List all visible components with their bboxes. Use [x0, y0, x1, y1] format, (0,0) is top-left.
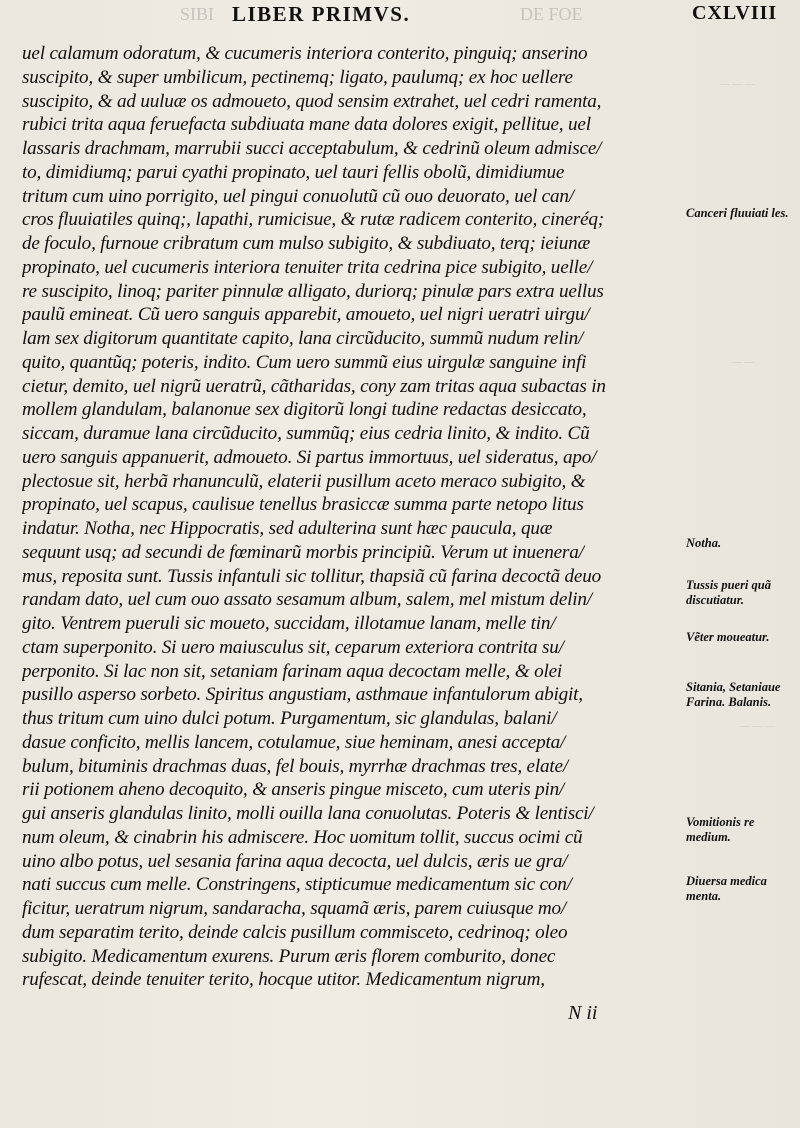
- text-line: re suscipito, linoq; pariter pinnulæ alligato, duriorq; pinulæ pars extra uellus: [22, 280, 604, 302]
- margin-note-vomitionis: Vomitionis re medium.: [686, 815, 755, 844]
- text-line: nati succus cum melle. Constringens, stipticumue medicamentum sic con/: [22, 874, 572, 896]
- bleed-through-text: SIBI: [180, 4, 215, 24]
- bleed-through-text: DE FOE: [520, 4, 583, 24]
- text-line: paulũ emineat. Cũ uero sanguis apparebit, amoueto, uel nigri ueratri uirgu/: [22, 304, 590, 326]
- text-line: lam sex digitorum quantitate capito, lana circũducito, summũ nudum relin/: [22, 328, 584, 349]
- text-line: de foculo, furnoue cribratum cum mulso subigito, & subdiuato, terq; ieiunæ: [22, 233, 591, 254]
- text-line: ctam superponito. Si uero maiusculus sit, ceparum exteriora contrita su/: [22, 636, 564, 658]
- text-line: bulum, bituminis drachmas duas, fel bouis, myrrhæ drachmas tres, elate/: [22, 755, 568, 777]
- margin-note-diuersa: Diuersa medica menta.: [686, 874, 767, 903]
- main-text-block: [22, 42, 678, 992]
- text-line: cietur, demito, uel nigrũ ueratrũ, cãtharidas, cony zam tritas aqua subactas in: [22, 375, 606, 397]
- text-line: rufescat, deinde tenuiter terito, hocque utitor. Medicamentum nigrum,: [22, 969, 545, 991]
- text-line: dum separatim terito, deinde calcis pusillum commisceto, cedrinoq; oleo: [22, 921, 568, 943]
- text-line: quito, quantũq; poteris, indito. Cum uero summũ eius uirgulæ sanguine infi: [22, 351, 587, 373]
- bleed-through-margin: — — —: [720, 78, 755, 90]
- text-line: gui anseris glandulas linito, molli ouilla lana conuolutas. Poteris & lentisci/: [22, 803, 594, 824]
- running-title: LIBER PRIMVS.: [232, 2, 411, 26]
- text-line: pusillo asperso sorbeto. Spiritus angustiam, asthmaue infantulorum abigit,: [22, 684, 583, 706]
- text-line: suscipito, & super umbilicum, pectinemq; ligato, paulumq; ex hoc uellere: [22, 66, 573, 88]
- text-line: sequunt usq; ad secundi de fœminarũ morbis principiũ. Verum ut inuenera/: [22, 541, 584, 563]
- bleed-through-margin: — —: [732, 356, 755, 368]
- text-line: propinato, uel cucumeris interiora tenuiter trita cedrina pice subigito, uelle/: [22, 256, 593, 278]
- text-line: subigito. Medicamentum exurens. Purum æris florem comburito, donec: [22, 945, 556, 967]
- text-line: thus tritum cum uino dulci potum. Purgamentum, sic glandulas, balani/: [22, 708, 557, 729]
- text-line: cros fluuiatiles quinq;, lapathi, rumicisue, & rutæ radicem conterito, cineréq;: [22, 209, 604, 231]
- text-line: plectosue sit, herbã rhanunculũ, elaterii pusillum aceto meraco subigito, &: [22, 470, 586, 492]
- text-line: siccam, duramue lana circũducito, summũq; eius cedria linito, & indito. Cũ: [22, 423, 590, 444]
- text-line: perponito. Si lac non sit, setaniam farinam aqua decoctam melle, & olei: [22, 660, 563, 682]
- text-line: mollem glandulam, balanonue sex digitorũ longi tudine redactas desiccato,: [22, 399, 587, 421]
- margin-note-venter: Vẽter moueatur.: [686, 630, 770, 644]
- margin-note-notha: Notha.: [686, 536, 722, 550]
- text-line: uino albo potus, uel sesania farina aqua decocta, uel dulcis, æris ue gra/: [22, 850, 568, 872]
- margin-note-canceri: Canceri fluuiati les.: [686, 206, 789, 220]
- text-line: uel calamum odoratum, & cucumeris interiora conterito, pinguiq; anserino: [22, 43, 588, 64]
- text-line: dasue conficito, mellis lancem, cotulamue, siue heminam, anesi accepta/: [22, 731, 566, 753]
- page-header: [0, 2, 800, 28]
- text-line: lassaris drachmam, marrubii succi acceptabulum, & cedrinũ oleum admisce/: [22, 138, 602, 159]
- text-line: num oleum, & cinabrin his admiscere. Hoc uomitum tollit, succus ocimi cũ: [22, 826, 583, 848]
- text-line: propinato, uel scapus, caulisue tenellus brasiccæ summa parte netopo litus: [22, 494, 584, 516]
- text-line: rii potionem aheno decoquito, & anseris pingue misceto, cum uteris pin/: [22, 779, 565, 801]
- text-line: tritum cum uino porrigito, uel pingui conuolutũ cũ ouo deuorato, uel can/: [22, 185, 574, 207]
- text-line: rubici trita aqua feruefacta subdiuata mane data dolores exigit, pellitue, uel: [22, 114, 591, 136]
- margin-note-tussis: Tussis pueri quã discutiatur.: [686, 578, 771, 607]
- text-line: gito. Ventrem pueruli sic moueto, succidam, illotamue lanam, melle tin/: [22, 613, 556, 634]
- text-line: indatur. Notha, nec Hippocratis, sed adulterina sunt hæc paucula, quæ: [22, 518, 553, 539]
- bleed-through-margin: — — —: [740, 720, 775, 732]
- signature-mark: N ii: [568, 1002, 598, 1024]
- text-line: to, dimidiumq; parui cyathi propinato, uel tauri fellis obolũ, dimidiumue: [22, 161, 565, 183]
- text-line: suscipito, & ad uuluæ os admoueto, quod sensim extrahet, uel cedri ramenta,: [22, 90, 602, 112]
- margin-note-sitania: Sitania, Setaniaue Farina. Balanis.: [686, 680, 781, 709]
- folio-number: CXLVIII: [692, 2, 778, 24]
- text-line: randam dato, uel cum ouo assato sesamum album, salem, mel mistum delin/: [22, 589, 592, 611]
- text-line: mus, reposita sunt. Tussis infantuli sic tollitur, thapsiã cũ farina decoctã deuo: [22, 565, 601, 587]
- text-line: ficitur, ueratrum nigrum, sandaracha, squamã æris, parem cuiusque mo/: [22, 898, 567, 919]
- text-line: uero sanguis appanuerit, admoueto. Si partus immortuus, uel sideratus, apo/: [22, 446, 597, 468]
